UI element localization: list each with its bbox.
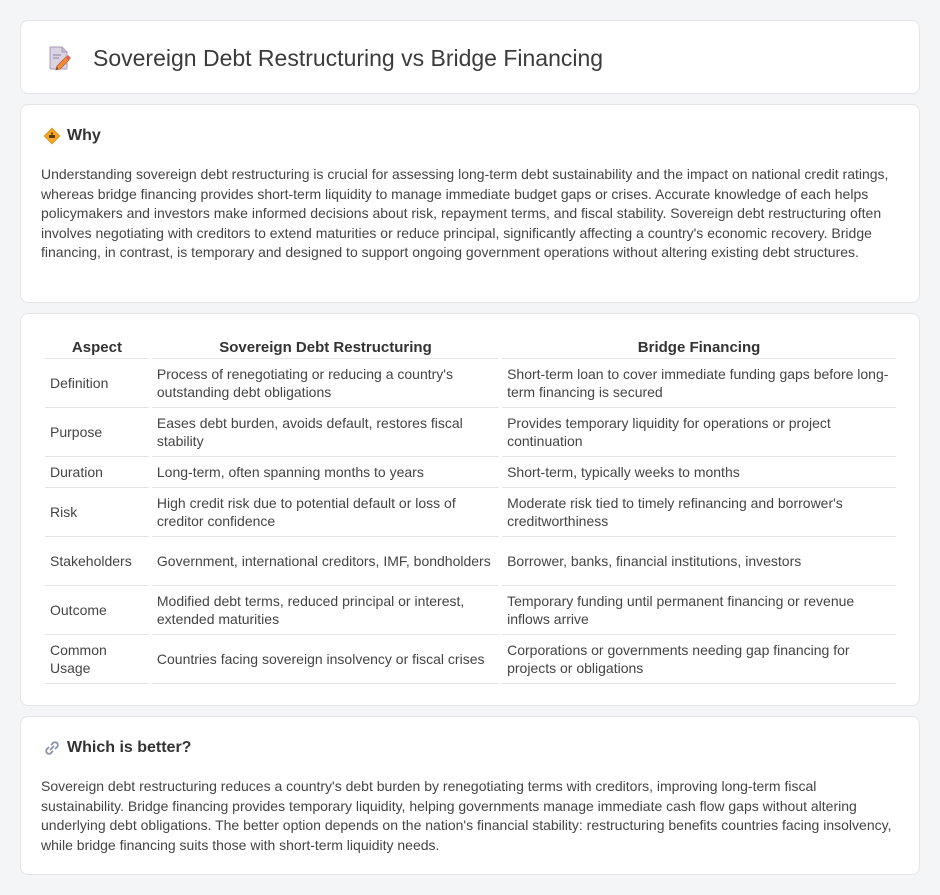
row-sdr-value: Process of renegotiating or reducing a country's outstanding debt obligations <box>152 359 499 408</box>
row-sdr-value: Eases debt burden, avoids default, restores fiscal stability <box>152 408 499 457</box>
title-row <box>47 43 603 73</box>
header-aspect: Aspect <box>45 337 149 359</box>
row-sdr-value: Government, international creditors, IMF, bondholders <box>152 537 499 586</box>
table-row <box>45 537 896 586</box>
page-title: Sovereign Debt Restructuring vs Bridge Financing <box>93 45 604 71</box>
warning-sign-icon <box>43 127 61 145</box>
row-sdr-value: Long-term, often spanning months to years <box>152 457 499 488</box>
why-section <box>20 104 920 303</box>
row-bf-value: Corporations or governments needing gap financing for projects or obligations <box>502 635 896 684</box>
better-text: Sovereign debt restructuring reduces a country's debt burden by renegotiating terms with creditors, improving long-term fiscal sustainability. Bridge financing provides temporary liquidity, helping governments manage immediate cash flow gaps without altering underlying debt obligations. The better option depends on the nation's financial stability: restructuring benefits countries facing insolvency, while bridge financing suits those with short-term liquidity needs. <box>41 778 892 853</box>
comparison-section <box>20 313 920 706</box>
row-aspect: Definition <box>45 359 149 408</box>
table-row <box>45 359 896 408</box>
row-aspect: Risk <box>45 488 149 537</box>
table-header-row <box>45 337 896 359</box>
why-text: Understanding sovereign debt restructuring is crucial for assessing long-term debt sustainability and the impact on national credit ratings, whereas bridge financing provides short-term liquidity to manage immediate budget gaps or crises. Accurate knowledge of each helps policymakers and investors make informed decisions about risk, repayment terms, and fiscal stability. Sovereign debt restructuring often involves negotiating with creditors to extend maturities or reduce principal, significantly affecting a country's economic recovery. Bridge financing, in contrast, is temporary and designed to support ongoing government operations without altering existing debt structures. <box>41 166 889 260</box>
table-row <box>45 635 896 684</box>
better-heading-row <box>43 739 191 757</box>
why-heading: Why <box>67 127 101 144</box>
row-sdr-value: High credit risk due to potential default or loss of creditor confidence <box>152 488 499 537</box>
table-row <box>45 586 896 635</box>
table-row <box>45 488 896 537</box>
row-bf-value: Moderate risk tied to timely refinancing and borrower's creditworthiness <box>502 488 896 537</box>
better-heading: Which is better? <box>67 739 192 756</box>
link-icon <box>43 739 61 757</box>
row-bf-value: Provides temporary liquidity for operations or project continuation <box>502 408 896 457</box>
row-bf-value: Short-term, typically weeks to months <box>502 457 896 488</box>
header-bridge-financing: Bridge Financing <box>502 337 896 359</box>
row-aspect: Duration <box>45 457 149 488</box>
row-aspect: Common Usage <box>45 635 149 684</box>
row-bf-value: Temporary funding until permanent financing or revenue inflows arrive <box>502 586 896 635</box>
row-aspect: Stakeholders <box>45 537 149 586</box>
comparison-table <box>42 337 899 684</box>
row-bf-value: Short-term loan to cover immediate funding gaps before long-term financing is secured <box>502 359 896 408</box>
row-aspect: Purpose <box>45 408 149 457</box>
row-aspect: Outcome <box>45 586 149 635</box>
which-is-better-section <box>20 716 920 875</box>
why-heading-row <box>43 127 101 145</box>
table-row <box>45 457 896 488</box>
header-sovereign-debt-restructuring: Sovereign Debt Restructuring <box>152 337 499 359</box>
table-row <box>45 408 896 457</box>
row-sdr-value: Modified debt terms, reduced principal or interest, extended maturities <box>152 586 499 635</box>
row-bf-value: Borrower, banks, financial institutions, investors <box>502 537 896 586</box>
title-card <box>20 20 920 94</box>
document-pencil-icon <box>47 44 73 72</box>
row-sdr-value: Countries facing sovereign insolvency or fiscal crises <box>152 635 499 684</box>
